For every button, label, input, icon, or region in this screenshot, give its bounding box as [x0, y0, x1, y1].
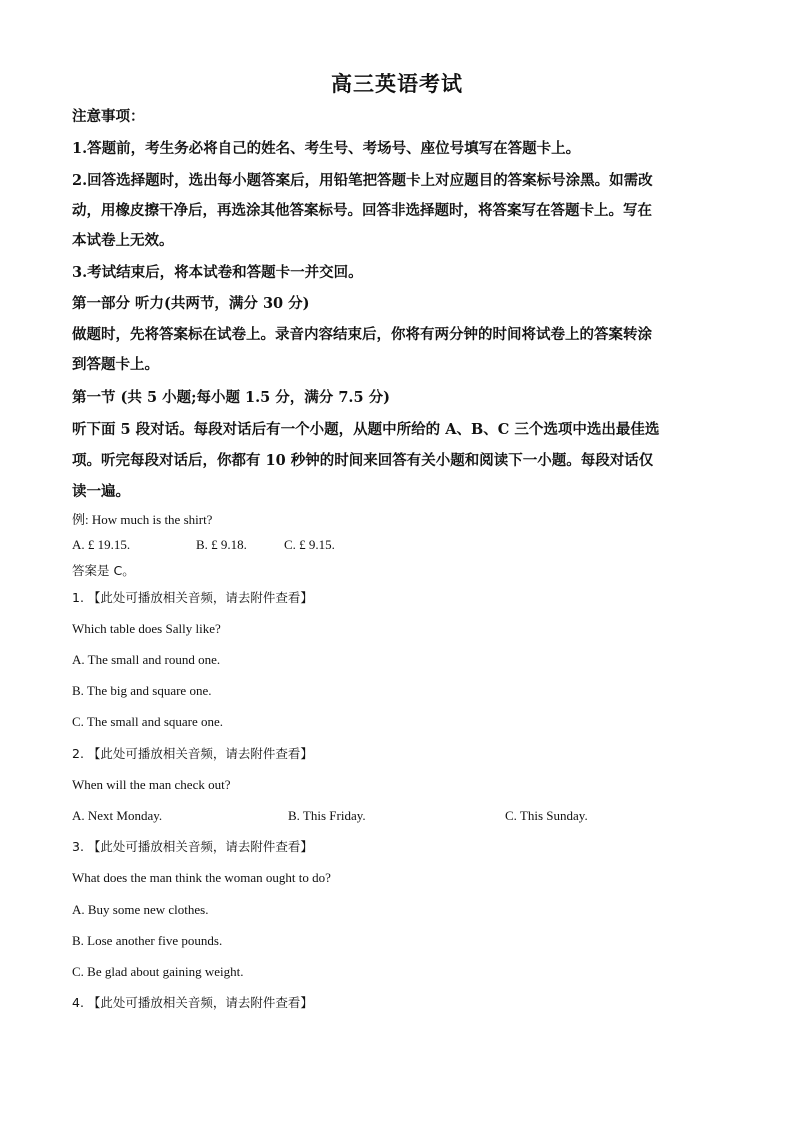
question-3-option-a: A. Buy some new clothes. — [72, 902, 209, 917]
question-2-option-a: A. Next Monday. — [72, 808, 163, 823]
example-answer: 答案是 C。 — [72, 563, 135, 578]
page-title: 高三英语考试 — [331, 71, 463, 96]
section1-instruction-line-1: 听下面 5 段对话。每段对话后有一个小题，从题中所给的 A、B、C 三个选项中选出最佳选 — [72, 421, 660, 438]
question-3-option-c: C. Be glad about gaining weight. — [72, 964, 244, 979]
question-1-audio-note: 1. 【此处可播放相关音频，请去附件查看】 — [72, 590, 313, 605]
notice-item-1: 1.答题前，考生务必将自己的姓名、考生号、考场号、座位号填写在答题卡上。 — [72, 140, 581, 157]
part1-instruction-line-1: 做题时，先将答案标在试卷上。录音内容结束后，你将有两分钟的时间将试卷上的答案转涂 — [72, 326, 652, 343]
part1-instruction-line-2: 到答题卡上。 — [72, 356, 159, 373]
section1-heading: 第一节 (共 5 小题;每小题 1.5 分，满分 7.5 分) — [72, 389, 390, 406]
question-4-audio-note: 4. 【此处可播放相关音频，请去附件查看】 — [72, 995, 313, 1010]
question-2-stem: When will the man check out? — [72, 777, 231, 792]
notice-item-2-line-2: 动，用橡皮擦干净后，再选涂其他答案标号。回答非选择题时，将答案写在答题卡上。写在 — [72, 202, 652, 219]
notice-item-3: 3.考试结束后，将本试卷和答题卡一并交回。 — [72, 264, 363, 281]
question-3-option-b: B. Lose another five pounds. — [72, 933, 223, 948]
question-1-option-c: C. The small and square one. — [72, 714, 224, 729]
question-3-audio-note: 3. 【此处可播放相关音频，请去附件查看】 — [72, 839, 313, 854]
question-1-stem: Which table does Sally like? — [72, 621, 221, 636]
question-1-option-a: A. The small and round one. — [72, 652, 221, 667]
notice-item-2-line-1: 2.回答选择题时，选出每小题答案后，用铅笔把答题卡上对应题目的答案标号涂黑。如需改 — [72, 172, 653, 189]
example-question: 例: How much is the shirt? — [72, 512, 213, 527]
question-2-option-c: C. This Sunday. — [505, 808, 588, 823]
section1-instruction-line-3: 读一遍。 — [72, 483, 130, 500]
section1-instruction-line-2: 项。听完每段对话后，你都有 10 秒钟的时间来回答有关小题和阅读下一小题。每段对话仅 — [72, 452, 654, 469]
question-2-option-b: B. This Friday. — [288, 808, 366, 823]
question-3-stem: What does the man think the woman ought to do? — [72, 870, 331, 885]
question-2-audio-note: 2. 【此处可播放相关音频，请去附件查看】 — [72, 746, 313, 761]
example-option-c: C. £ 9.15. — [284, 537, 335, 552]
part1-heading: 第一部分 听力(共两节，满分 30 分) — [72, 295, 310, 312]
question-1-option-b: B. The big and square one. — [72, 683, 212, 698]
example-option-a: A. £ 19.15. — [72, 537, 131, 552]
notice-heading: 注意事项： — [72, 108, 145, 125]
notice-item-2-line-3: 本试卷上无效。 — [72, 232, 174, 249]
example-option-b: B. £ 9.18. — [196, 537, 247, 552]
